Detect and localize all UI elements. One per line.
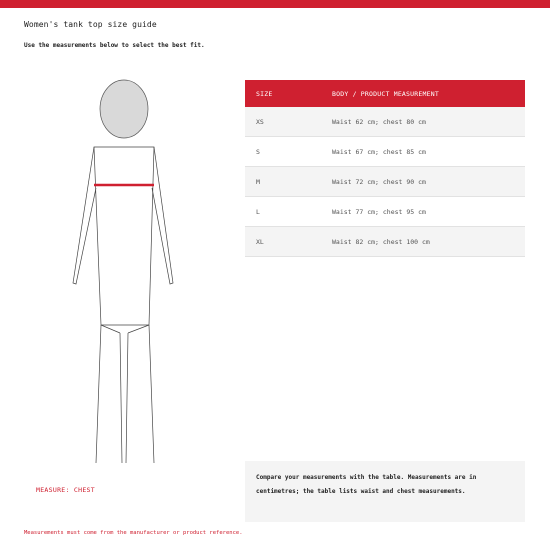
page-subtitle: Use the measurements below to select the best fit.: [24, 42, 205, 49]
table-row: [245, 167, 525, 197]
figure-torso: [94, 147, 154, 325]
measure-label: MEASURE: CHEST: [36, 486, 95, 494]
body-figure-drawing: [60, 78, 190, 468]
measurement-note: [245, 461, 525, 522]
note-line-1: Compare your measurements with the table. Measurements are in: [256, 474, 477, 481]
column-header-measurement: BODY / PRODUCT MEASUREMENT: [332, 80, 525, 107]
figure-left-leg: [96, 325, 122, 463]
column-header-size: SIZE: [245, 80, 332, 107]
body-figure: [60, 78, 190, 468]
table-header-row: [245, 80, 525, 107]
note-line-2: centimetres; the table lists waist and chest measurements.: [256, 488, 466, 495]
table-row: [245, 137, 525, 167]
size-cell: S: [245, 137, 332, 167]
figure-head: [100, 80, 148, 138]
size-cell: XS: [245, 107, 332, 137]
top-accent-bar: [0, 0, 550, 8]
measurement-cell: Waist 77 cm; chest 95 cm: [332, 197, 525, 227]
figure-right-leg: [126, 325, 154, 463]
measurement-cell: Waist 62 cm; chest 80 cm: [332, 107, 525, 137]
measurement-cell: Waist 82 cm; chest 100 cm: [332, 227, 525, 257]
figure-left-arm: [73, 147, 96, 284]
figure-right-arm: [152, 147, 173, 284]
measurement-cell: Waist 72 cm; chest 90 cm: [332, 167, 525, 197]
size-table: [245, 80, 525, 257]
table-row: [245, 227, 525, 257]
measurement-cell: Waist 67 cm; chest 85 cm: [332, 137, 525, 167]
size-cell: L: [245, 197, 332, 227]
page-title: Women's tank top size guide: [24, 20, 157, 29]
table-row: [245, 197, 525, 227]
footer-disclaimer: Measurements must come from the manufacturer or product reference.: [24, 530, 243, 536]
table-row: [245, 107, 525, 137]
size-cell: XL: [245, 227, 332, 257]
size-cell: M: [245, 167, 332, 197]
